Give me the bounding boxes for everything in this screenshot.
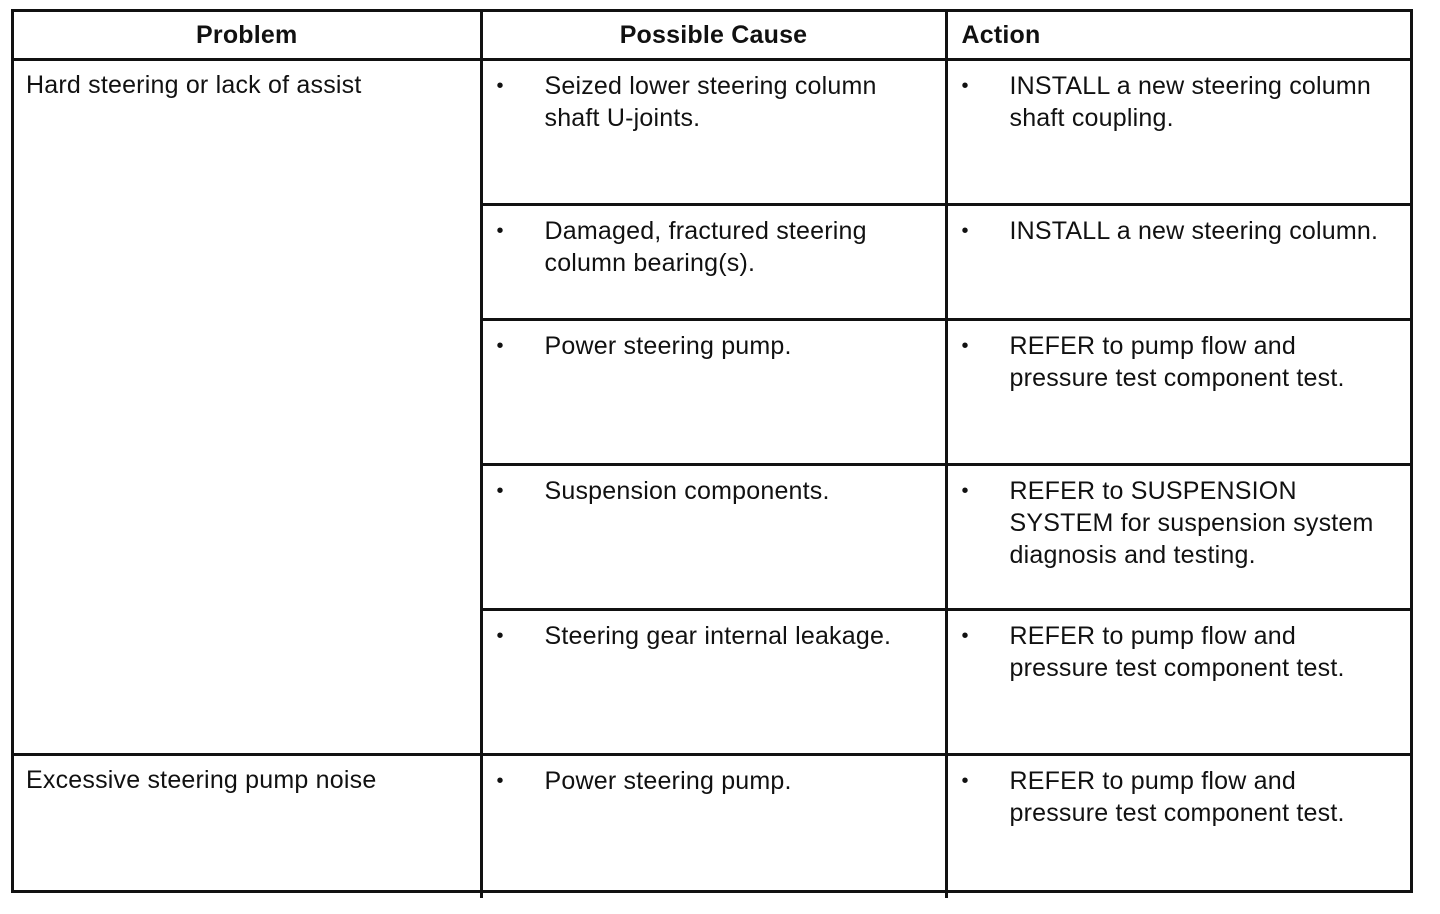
bullet-icon: • [961,480,969,502]
problem-cell [14,60,481,755]
problem-text: Hard steering or lack of assist [26,71,362,99]
cause-cell [481,60,946,205]
action-cell [946,320,1410,465]
cause-text: Suspension components. [544,477,830,505]
cause-text: Power steering pump. [544,332,792,360]
action-text: INSTALL a new steering column. [1009,217,1379,245]
bullet-icon: • [961,770,969,792]
action-text: REFER to SUSPENSION SYSTEM for suspension system diagnosis and testing. [1009,477,1374,569]
cause-text: Seized lower steering column shaft U-joints. [544,72,877,132]
bullet-icon: • [961,75,969,97]
action-cell [946,610,1410,755]
bullet-icon: • [496,480,504,502]
action-cell [946,465,1410,610]
diagnosis-table-frame [11,9,1413,893]
bullet-icon: • [496,625,504,647]
action-text: INSTALL a new steering column shaft coupling. [1009,72,1372,132]
diagnosis-table [14,12,1410,898]
bullet-icon: • [496,770,504,792]
problem-cell [14,755,481,899]
action-text: REFER to pump flow and pressure test component test. [1009,767,1345,827]
cause-text: Power steering pump. [544,767,792,795]
header-row [14,12,1410,60]
bullet-icon: • [496,220,504,242]
bullet-icon: • [961,335,969,357]
bullet-icon: • [961,625,969,647]
action-text: REFER to pump flow and pressure test component test. [1009,332,1345,392]
cause-cell [481,465,946,610]
header-possible-cause: Possible Cause [481,12,946,60]
bullet-icon: • [496,75,504,97]
bullet-icon: • [961,220,969,242]
table-row [14,60,1410,205]
cause-cell [481,205,946,320]
cause-cell [481,320,946,465]
bullet-icon: • [496,335,504,357]
table-row [14,755,1410,899]
cause-text: Damaged, fractured steering column bearing(s). [544,217,867,277]
action-text: REFER to pump flow and pressure test component test. [1009,622,1345,682]
cause-cell [481,610,946,755]
problem-text: Excessive steering pump noise [26,766,377,794]
header-action: Action [946,12,1410,60]
action-cell [946,755,1410,899]
header-problem: Problem [14,12,481,60]
action-cell [946,205,1410,320]
cause-cell [481,755,946,899]
cause-text: Steering gear internal leakage. [544,622,892,650]
action-cell [946,60,1410,205]
